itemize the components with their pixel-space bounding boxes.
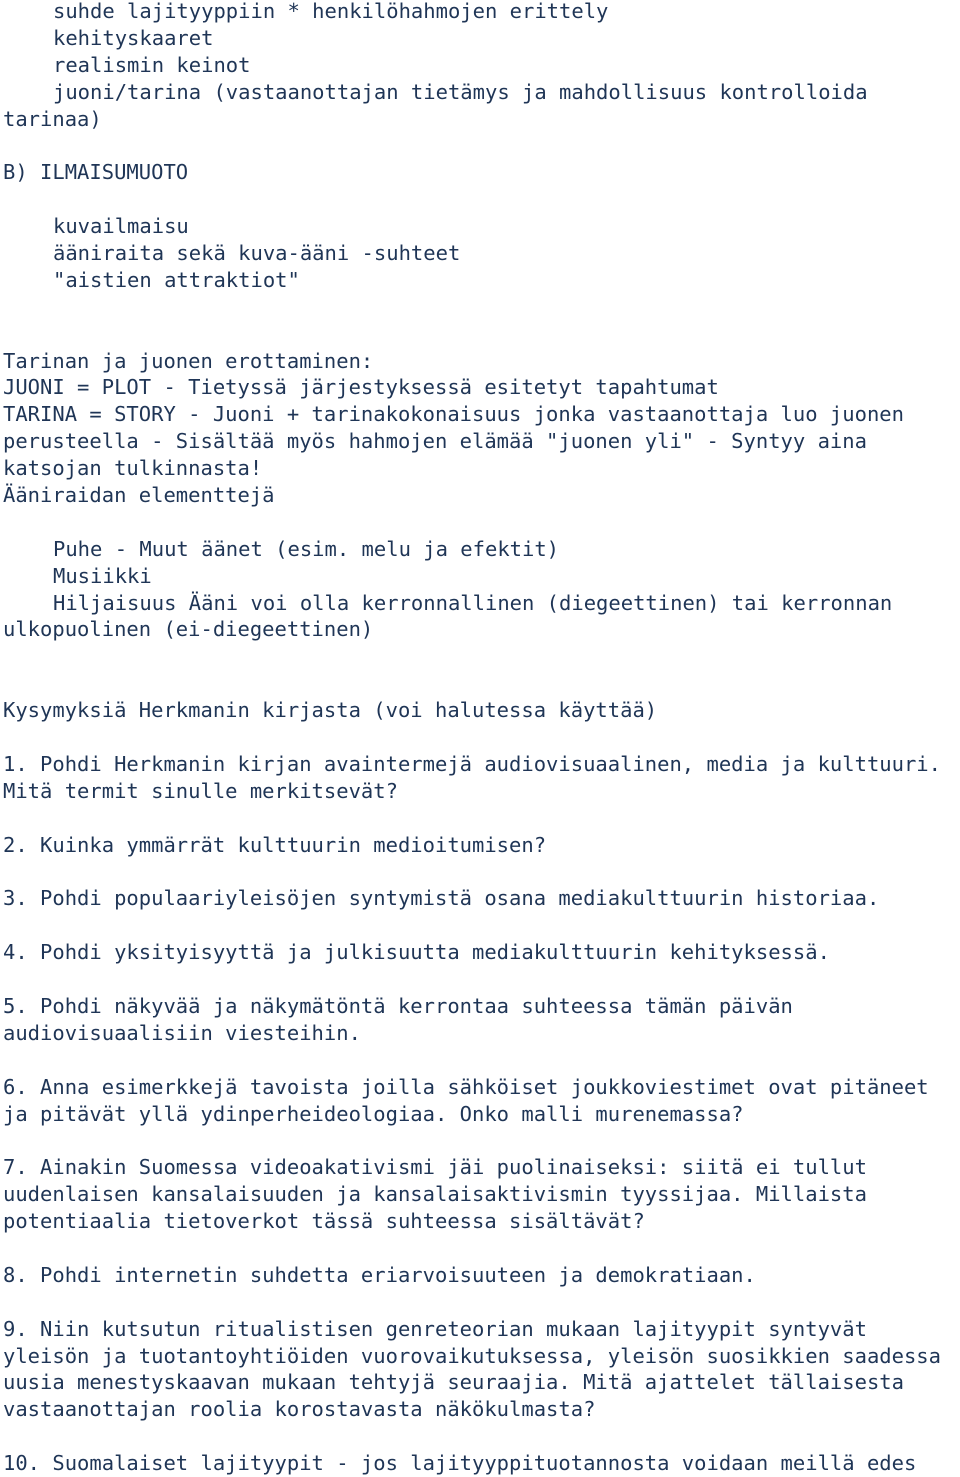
text-line: 3. Pohdi populaariyleisöjen syntymistä osana mediakulttuurin historiaa. — [3, 886, 880, 911]
blank-line — [3, 859, 960, 886]
text-line: Musiikki — [53, 563, 152, 588]
text-line: 1. Pohdi Herkmanin kirjan avaintermejä audiovisuaalinen, media ja kulttuuri. — [3, 751, 941, 776]
text-line: juoni/tarina (vastaanottajan tietämys ja mahdollisuus kontrolloida — [53, 79, 868, 104]
text-line: Tarinan ja juonen erottaminen: — [3, 348, 374, 373]
blank-line — [3, 1127, 960, 1154]
text-line: perusteella - Sisältää myös hahmojen elämää "juonen yli" - Syntyy aina — [3, 429, 867, 454]
text-line: 10. Suomalaiset lajityypit - jos lajityyppituotannosta voidaan meillä edes — [3, 1451, 917, 1476]
text-line: B) ILMAISUMUOTO — [3, 160, 189, 185]
text-line: uudenlaisen kansalaisuuden ja kansalaisaktivismin tyyssijaa. Millaista — [3, 1182, 867, 1207]
text-line: 8. Pohdi internetin suhdetta eriarvoisuuteen ja demokratiaan. — [3, 1262, 756, 1287]
blank-line — [3, 724, 960, 751]
text-line: ja pitävät yllä ydinperheideologiaa. Onko malli murenemassa? — [3, 1101, 744, 1126]
text-line: 2. Kuinka ymmärrät kulttuurin medioitumisen? — [3, 832, 547, 857]
text-line: "aistien attraktiot" — [53, 267, 300, 292]
text-line: Kysymyksiä Herkmanin kirjasta (voi halutessa käyttää) — [3, 698, 658, 723]
blank-line — [3, 1047, 960, 1074]
text-line: 5. Pohdi näkyvää ja näkymätöntä kerrontaa suhteessa tämän päivän — [3, 993, 793, 1018]
blank-line — [3, 643, 960, 670]
text-line: Ääniraidan elementtejä — [3, 483, 275, 508]
text-line: potentiaalia tietoverkot tässä suhteessa sisältävät? — [3, 1209, 645, 1234]
blank-line — [3, 912, 960, 939]
text-line: realismin keinot — [53, 52, 251, 77]
blank-line — [3, 670, 960, 697]
blank-line — [3, 509, 960, 536]
text-line: vastaanottajan roolia korostavasta näkökulmasta? — [3, 1397, 596, 1422]
text-line: Mitä termit sinulle merkitsevät? — [3, 778, 398, 803]
text-line: 6. Anna esimerkkejä tavoista joilla sähköiset joukkoviestimet ovat pitäneet — [3, 1074, 929, 1099]
text-line: yleisön ja tuotantoyhtiöiden vuorovaikutuksessa, yleisön suosikkien saadessa — [3, 1343, 941, 1368]
text-line: kehityskaaret — [53, 25, 214, 50]
text-line: suhde lajityyppiin * henkilöhahmojen erittely — [53, 0, 609, 23]
blank-line — [3, 805, 960, 832]
blank-line — [3, 1235, 960, 1262]
text-line: 7. Ainakin Suomessa videoakativismi jäi puolinaiseksi: siitä ei tullut — [3, 1155, 867, 1180]
text-line: audiovisuaalisiin viesteihin. — [3, 1020, 361, 1045]
blank-line — [3, 1423, 960, 1450]
blank-line — [3, 321, 960, 348]
text-line: ääniraita sekä kuva-ääni -suhteet — [53, 241, 461, 266]
text-line: Puhe - Muut äänet (esim. melu ja efektit) — [53, 536, 560, 561]
blank-line — [3, 1289, 960, 1316]
text-line: TARINA = STORY - Juoni + tarinakokonaisuus jonka vastaanottaja luo juonen — [3, 402, 904, 427]
text-line: Hiljaisuus Ääni voi olla kerronnallinen (diegeettinen) tai kerronnan — [53, 590, 893, 615]
text-line: uusia menestyskaavan mukaan tehtyjä seuraajia. Mitä ajattelet tällaisesta — [3, 1370, 904, 1395]
text-line: ulkopuolinen (ei-diegeettinen) — [3, 617, 374, 642]
text-line: kuvailmaisu — [53, 214, 189, 239]
text-line: 4. Pohdi yksityisyyttä ja julkisuutta mediakulttuurin kehityksessä. — [3, 940, 830, 965]
blank-line — [3, 294, 960, 321]
text-line: katsojan tulkinnasta! — [3, 456, 263, 481]
text-line: 9. Niin kutsutun ritualistisen genreteorian mukaan lajityypit syntyvät — [3, 1316, 867, 1341]
blank-line — [3, 966, 960, 993]
blank-line — [3, 132, 960, 159]
document-body — [3, 0, 960, 1477]
blank-line — [3, 186, 960, 213]
text-line: JUONI = PLOT - Tietyssä järjestyksessä esitetyt tapahtumat — [3, 375, 719, 400]
text-line: tarinaa) — [3, 106, 102, 131]
